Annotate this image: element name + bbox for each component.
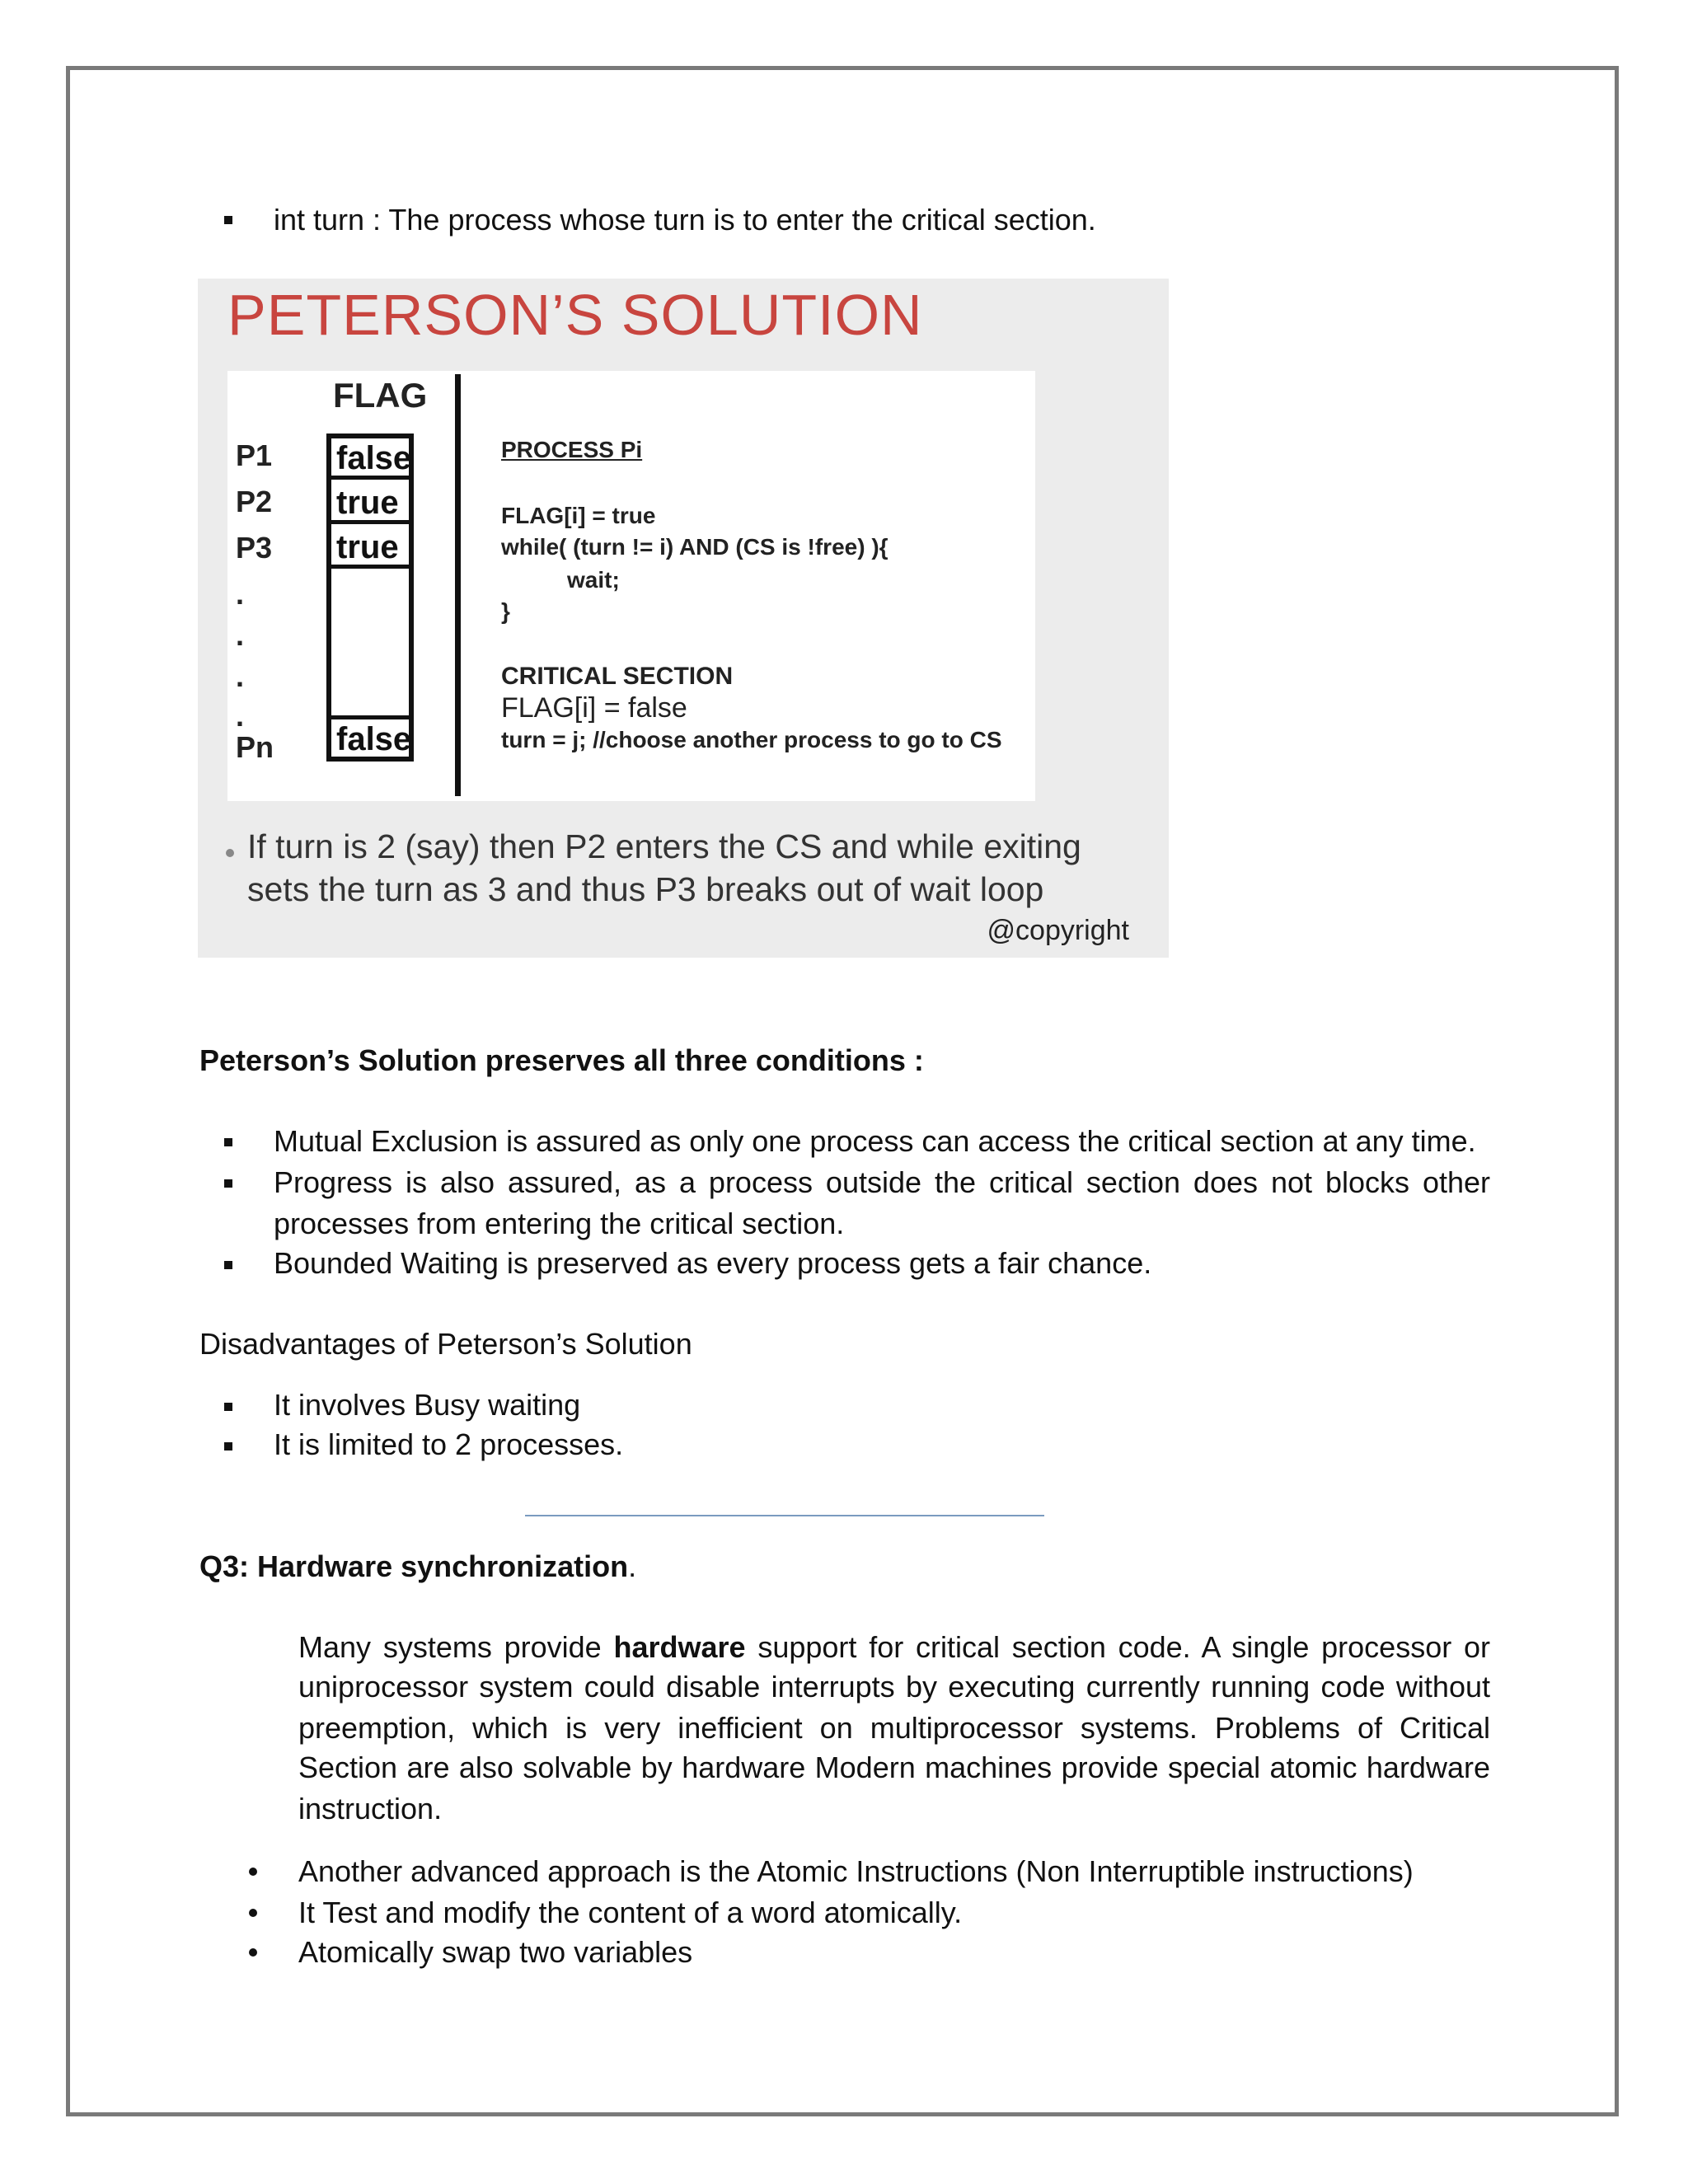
paragraph-text: preemption, which is very inefficient on multiprocessor systems. Problems of Critical (298, 1711, 1490, 1745)
list-item: It is limited to 2 processes. (274, 1427, 624, 1461)
process-label: . (236, 659, 245, 693)
bullet-square (224, 1179, 232, 1188)
q3-paragraph-line (298, 1747, 1490, 1788)
process-label: P3 (236, 531, 273, 565)
flag-cell: false (331, 715, 409, 757)
code-line: } (501, 598, 510, 624)
horizontal-rule (525, 1515, 1044, 1516)
list-item-text: Progress is also assured, as a process outside the critical section does not blocks other (274, 1165, 1490, 1199)
flag-cell: false (331, 438, 409, 480)
process-label: P1 (236, 438, 273, 472)
list-item (274, 1162, 1490, 1203)
bullet-square (224, 1138, 232, 1146)
process-label: . (236, 618, 245, 652)
q3-paragraph-line: instruction. (298, 1792, 443, 1825)
list-item-continuation: processes from entering the critical section. (274, 1207, 845, 1240)
bullet-square (224, 1261, 232, 1269)
code-line: wait; (567, 567, 620, 593)
figure-copyright: @copyright (987, 915, 1129, 946)
q3-paragraph-line (298, 1666, 1490, 1708)
q3-label: Q3: (199, 1549, 250, 1583)
list-item: It involves Busy waiting (274, 1388, 581, 1422)
q3-title: Hardware synchronization (257, 1549, 629, 1583)
figure-caption: If turn is 2 (say) then P2 enters the CS and while exiting (247, 827, 1081, 865)
figure-caption: sets the turn as 3 and thus P3 breaks out of wait loop (247, 870, 1044, 908)
divider-bar (455, 374, 461, 796)
flag-header: FLAG (333, 376, 428, 415)
figure-title: PETERSON’S SOLUTION (227, 283, 923, 347)
q3-item: Another advanced approach is the Atomic Instructions (Non Interruptible instructions) (298, 1854, 1414, 1888)
bullet-square (224, 1403, 232, 1411)
process-label: P2 (236, 485, 273, 518)
q3-item: It Test and modify the content of a word atomically. (298, 1896, 963, 1929)
paragraph-text: uniprocessor system could disable interrupts by executing currently running code without (298, 1670, 1490, 1704)
process-label: Pn (236, 730, 274, 764)
flag-cell: true (331, 483, 409, 524)
process-label: . (236, 577, 245, 611)
preserves-heading: Peterson’s Solution preserves all three conditions : (199, 1043, 924, 1077)
q3-paragraph-line (298, 1708, 1490, 1749)
q3-period: . (628, 1549, 637, 1583)
list-item: Mutual Exclusion is assured as only one process can access the critical section at any time. (274, 1124, 1476, 1158)
code-line: FLAG[i] = true (501, 503, 656, 528)
bullet-dot (249, 1909, 257, 1917)
intro-bullet-text: int turn : The process whose turn is to enter the critical section. (274, 203, 1096, 237)
paragraph-bold-text: hardware (613, 1630, 746, 1664)
turn-line: turn = j; //choose another process to go to CS (501, 727, 1002, 752)
caption-bullet (226, 849, 234, 857)
code-title: PROCESS Pi (501, 437, 643, 462)
paragraph-text: Section are also solvable by hardware Modern machines provide special atomic hardware (298, 1750, 1490, 1784)
flag-cell: true (331, 527, 409, 569)
bullet-dot (249, 1868, 257, 1876)
paragraph-text: support for critical section code. A single processor or (745, 1630, 1490, 1664)
flag-array (326, 434, 414, 762)
paragraph-text: Many systems provide (298, 1630, 614, 1664)
q3-paragraph-line (298, 1627, 1490, 1668)
code-line: while( (turn != i) AND (CS is !free) ){ (501, 534, 889, 560)
process-label: . (236, 699, 245, 733)
bullet-square (224, 216, 232, 224)
flag-false-line: FLAG[i] = false (501, 692, 687, 724)
peterson-figure (198, 279, 1169, 958)
bullet-dot (249, 1948, 257, 1957)
disadvantages-heading: Disadvantages of Peterson’s Solution (199, 1327, 692, 1361)
bullet-square (224, 1442, 232, 1451)
figure-panel (227, 371, 1035, 801)
q3-heading (199, 1546, 636, 1587)
list-item: Bounded Waiting is preserved as every process gets a fair chance. (274, 1246, 1152, 1280)
critical-section-label: CRITICAL SECTION (501, 663, 734, 690)
q3-item: Atomically swap two variables (298, 1935, 693, 1969)
